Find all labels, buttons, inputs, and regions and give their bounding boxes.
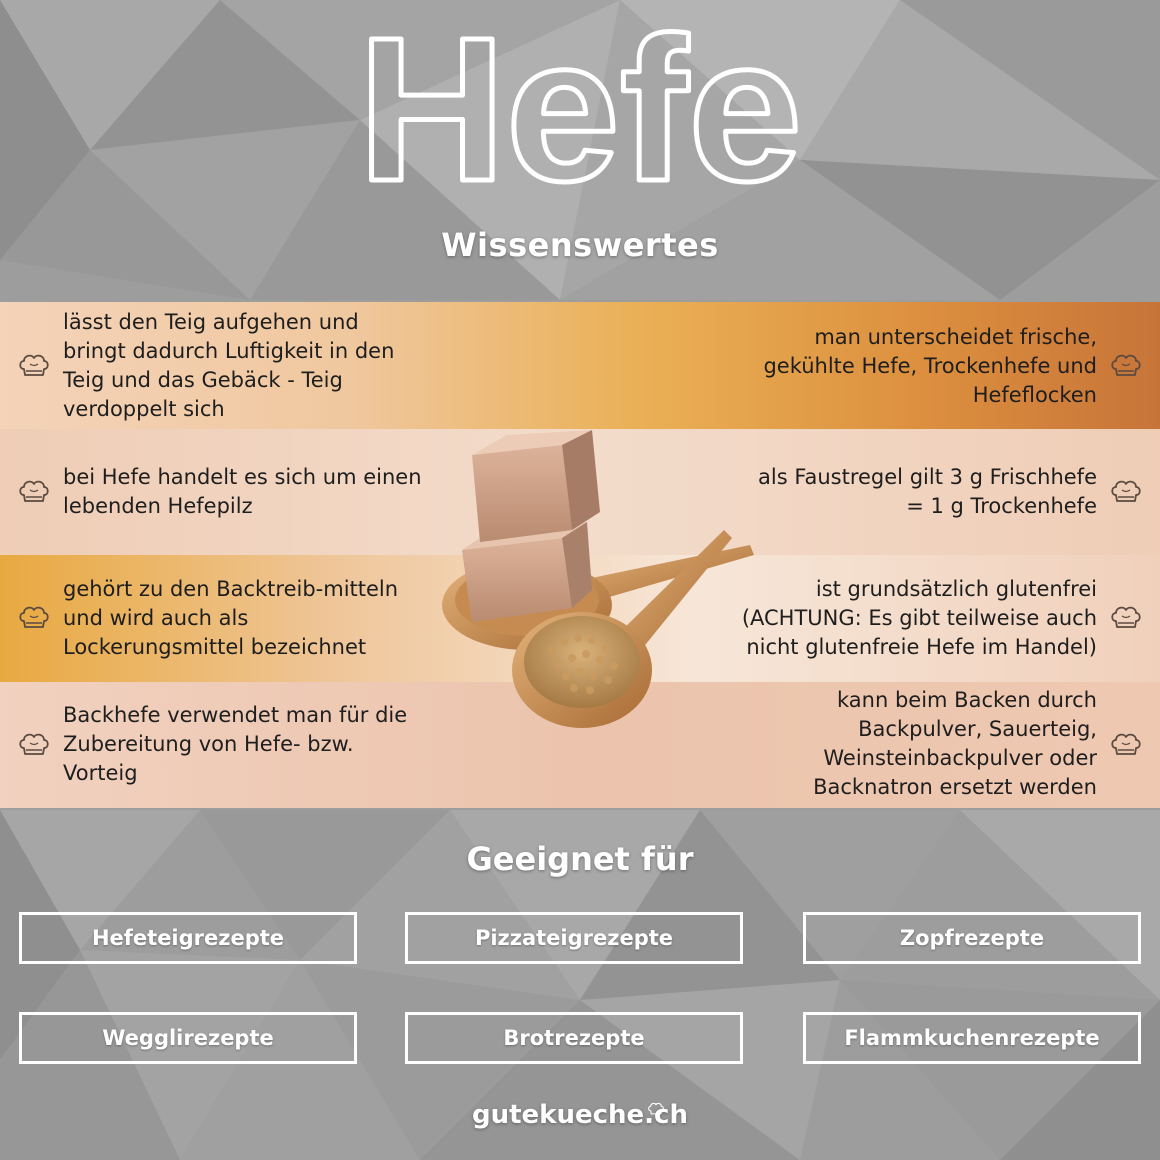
fact-right-1: man unterscheidet frische, gekühlte Hefe, Trockenhefe und Hefeflocken <box>763 324 1097 407</box>
chef-hat-icon <box>18 730 50 758</box>
title-text: Hefe <box>357 10 803 210</box>
tag-brotrezepte[interactable]: Brotrezepte <box>405 1012 743 1064</box>
chef-hat-icon <box>18 603 50 631</box>
chef-hat-icon <box>18 477 50 505</box>
chef-hat-icon <box>647 1101 665 1116</box>
fact-left-2: bei Hefe handelt es sich um einen lebenden Hefepilz <box>63 465 422 518</box>
subtitle: Wissenswertes <box>441 226 719 264</box>
tag-hefeteigrezepte[interactable]: Hefeteigrezepte <box>19 912 357 964</box>
chef-hat-icon <box>18 351 50 379</box>
fact-left-4: Backhefe verwendet man für die Zubereitung von Hefe- bzw. Vorteig <box>63 702 408 785</box>
fact-right-2: als Faustregel gilt 3 g Frischhefe = 1 g Trockenhefe <box>758 465 1097 518</box>
chef-hat-icon <box>1110 603 1142 631</box>
tag-flammkuchenrezepte[interactable]: Flammkuchenrezepte <box>803 1012 1141 1064</box>
chef-hat-icon <box>1110 730 1142 758</box>
suitable-heading: Geeignet für <box>466 840 694 878</box>
brand-logo-text: gutekueche.ch <box>472 1100 688 1130</box>
fact-right-4: kann beim Backen durch Backpulver, Sauerteig, Weinsteinbackpulver oder Backnatron ersetzt werden <box>813 688 1097 799</box>
fact-right-3: ist grundsätzlich glutenfrei (ACHTUNG: Es gibt teilweise auch nicht glutenfreie Hefe im Handel) <box>741 576 1097 659</box>
chef-hat-icon <box>1110 351 1142 379</box>
tag-zopfrezepte[interactable]: Zopfrezepte <box>803 912 1141 964</box>
fact-left-3: gehört zu den Backtreib-mitteln und wird auch als Lockerungsmittel bezeichnet <box>63 576 399 659</box>
page-title <box>0 10 1160 210</box>
yeast-spoons-image <box>432 430 762 735</box>
fact-left-1: lässt den Teig aufgehen und bringt dadurch Luftigkeit in den Teig und das Gebäck - Teig verdoppelt sich <box>63 310 395 421</box>
tag-wegglirezepte[interactable]: Wegglirezepte <box>19 1012 357 1064</box>
chef-hat-icon <box>1110 477 1142 505</box>
tag-pizzateigrezepte[interactable]: Pizzateigrezepte <box>405 912 743 964</box>
